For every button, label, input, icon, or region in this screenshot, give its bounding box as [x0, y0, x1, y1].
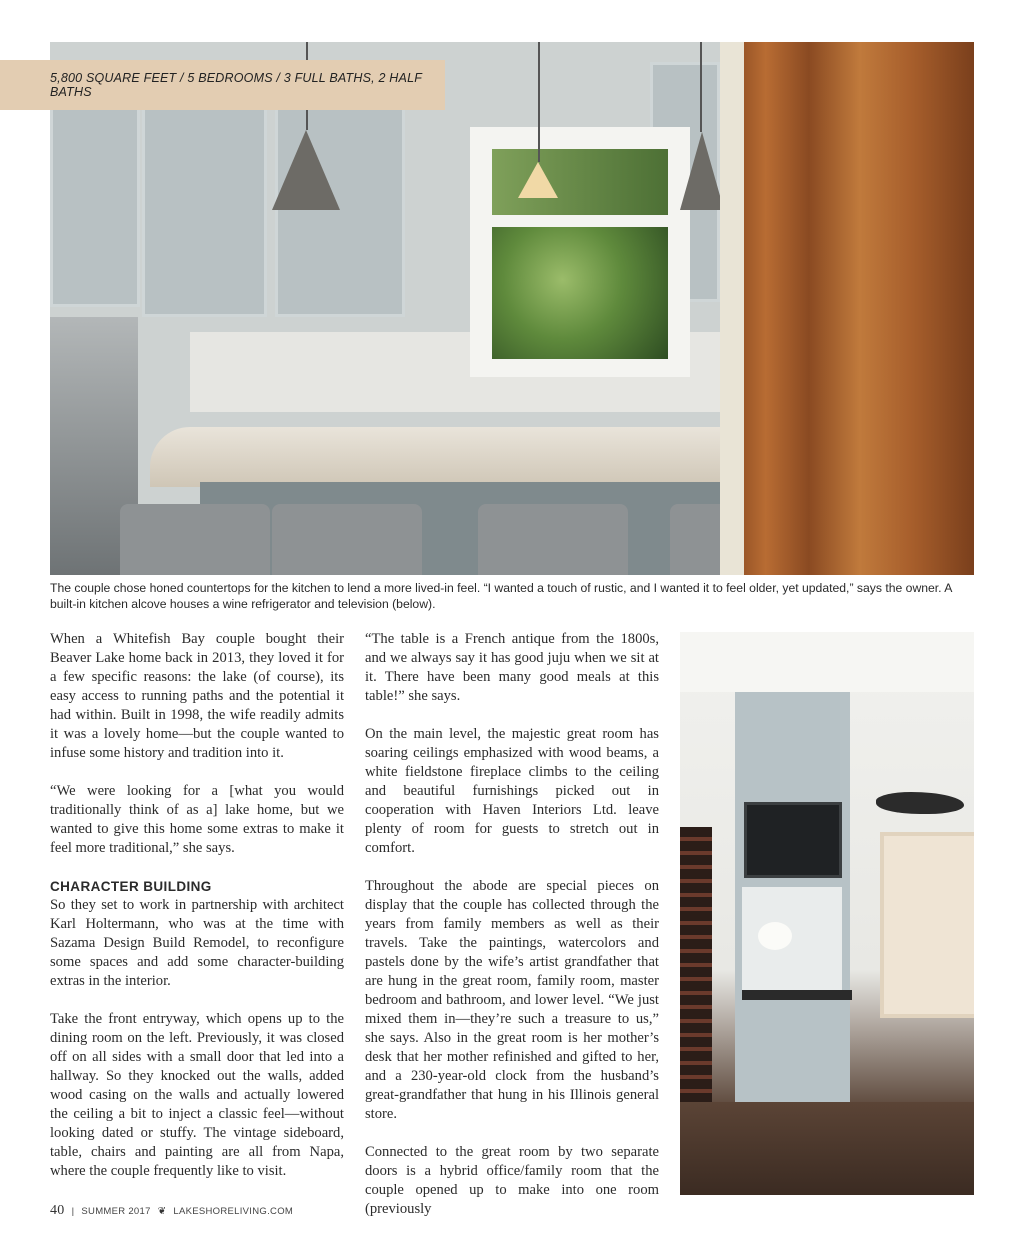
photo-caption: The couple chose honed countertops for the kitchen to lend a more lived-in feel. “I wanted a touch of rustic, and I wanted it to feel older, yet updated,” says the owner. A built-in kitchen alcove houses a wine refrigerator and television (below).: [50, 581, 952, 611]
home-specs-text: 5,800 SQUARE FEET / 5 BEDROOMS / 3 FULL BATHS, 2 HALF BATHS: [50, 71, 422, 99]
paragraph: “We were looking for a [what you would traditionally think of as a] lake home, but we wanted to give this home some extras to make it feel more traditional,” she says.: [50, 783, 344, 856]
page-number: 40: [50, 1203, 65, 1218]
leaf-logo-icon: ❦: [157, 1205, 167, 1217]
footer-separator: |: [71, 1205, 75, 1217]
paragraph: On the main level, the majestic great room has soaring ceilings emphasized with wood beams, a white fieldstone fireplace climbs to the ceiling and beautiful furnishings picked out in cooperation with Haven Interiors Ltd. leave plenty of room for guests to stretch out in comfort.: [365, 726, 659, 856]
section-heading: CHARACTER BUILDING: [50, 879, 212, 894]
paragraph: Connected to the great room by two separate doors is a hybrid office/family room that the couple opened up to make into one room (previously: [365, 1144, 659, 1217]
issue-label: SUMMER 2017: [81, 1205, 151, 1217]
home-specs-banner: [0, 60, 445, 110]
paragraph: Take the front entryway, which opens up to the dining room on the left. Previously, it was closed off on all sides with a small door that led into a hallway. So they knocked out the walls, added wood casing on the walls and actually lowered the ceiling a bit to inject a classic feel—without looking dated or stuffy. The vintage sideboard, table, chairs and painting are all from Napa, where the couple frequently like to visit.: [50, 1011, 344, 1179]
kitchen-photo: [50, 42, 974, 575]
article-column-middle: [365, 630, 659, 1238]
paragraph: So they set to work in partnership with architect Karl Holtermann, who was at the time with Sazama Design Build Remodel, to reconfigure some spaces and add some character-building extras in the interior.: [50, 897, 344, 989]
kitchen-alcove-photo: [680, 632, 974, 1195]
page-footer: [50, 1203, 293, 1219]
website-label: LAKESHORELIVING.COM: [173, 1205, 294, 1217]
paragraph: “The table is a French antique from the 1800s, and we always say it has good juju when we sit at it. There have been many good meals at this table!” she says.: [365, 631, 659, 704]
article-column-left: [50, 630, 344, 1200]
paragraph: When a Whitefish Bay couple bought their Beaver Lake home back in 2013, they loved it for a few specific reasons: the lake (of course), its easy access to running paths and the potential it had within. Built in 1998, the wife readily admits it was a lovely home—but the couple wanted to infuse some history and tradition into it.: [50, 631, 344, 761]
paragraph: Throughout the abode are special pieces on display that the couple has collected through the years from family members as well as their travels. Take the paintings, watercolors and pastels done by the wife’s artist grandfather that are hung in the great room, family room, master bedroom and bathroom, and lower level. “We just mixed them in—they’re such a treasure to us,” she says. Also in the great room is her mother’s desk that her mother refinished and gifted to her, and a 230-year-old clock from the husband’s great-grandfather that hung in his Illinois general store.: [365, 878, 659, 1122]
